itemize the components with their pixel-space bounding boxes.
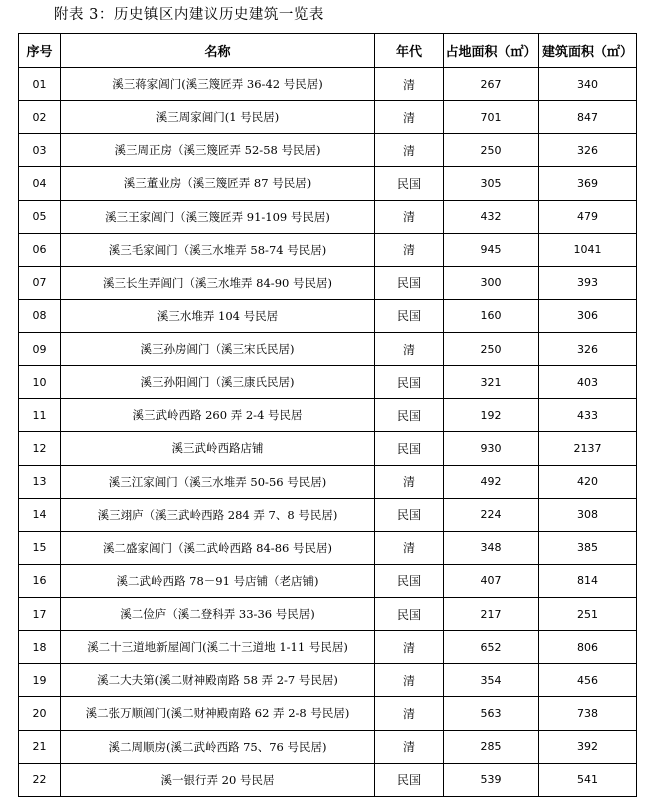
building-era: 清 [375,531,444,564]
table-caption: 附表 3：历史镇区内建议历史建筑一览表 [54,7,324,23]
floor-area: 326 [539,333,637,366]
floor-area: 326 [539,134,637,167]
row-index: 18 [19,631,61,664]
floor-area: 369 [539,167,637,200]
building-name: 溪二大夫第(溪二财神殿南路 58 弄 2-7 号民居) [61,664,375,697]
building-era: 民国 [375,564,444,597]
table-row [19,631,637,664]
building-name: 溪二俭庐（溪二登科弄 33-36 号民居) [61,598,375,631]
row-index: 05 [19,200,61,233]
building-era: 民国 [375,399,444,432]
table-row [19,697,637,730]
floor-area: 814 [539,564,637,597]
floor-area: 1041 [539,233,637,266]
floor-area: 541 [539,763,637,796]
row-index: 16 [19,564,61,597]
row-index: 21 [19,730,61,763]
building-era: 民国 [375,266,444,299]
table-row [19,134,637,167]
floor-area: 738 [539,697,637,730]
building-name: 溪三蒋家阊门(溪三篾匠弄 36-42 号民居) [61,68,375,101]
land-area: 354 [444,664,539,697]
land-area: 407 [444,564,539,597]
table-row [19,465,637,498]
table-row [19,101,637,134]
floor-area: 2137 [539,432,637,465]
building-name: 溪三水堆弄 104 号民居 [61,299,375,332]
floor-area: 456 [539,664,637,697]
building-era: 清 [375,631,444,664]
building-era: 民国 [375,299,444,332]
row-index: 07 [19,266,61,299]
land-area: 321 [444,366,539,399]
floor-area: 392 [539,730,637,763]
land-area: 492 [444,465,539,498]
building-era: 清 [375,200,444,233]
row-index: 17 [19,598,61,631]
row-index: 22 [19,763,61,796]
floor-area: 433 [539,399,637,432]
table-row [19,333,637,366]
table-row [19,200,637,233]
row-index: 04 [19,167,61,200]
land-area: 539 [444,763,539,796]
land-area: 945 [444,233,539,266]
building-era: 民国 [375,432,444,465]
floor-area: 393 [539,266,637,299]
row-index: 01 [19,68,61,101]
floor-area: 806 [539,631,637,664]
table-row [19,299,637,332]
row-index: 09 [19,333,61,366]
building-era: 清 [375,68,444,101]
header-floor-area: 建筑面积（㎡） [539,34,637,68]
land-area: 652 [444,631,539,664]
row-index: 10 [19,366,61,399]
table-row [19,498,637,531]
row-index: 14 [19,498,61,531]
building-name: 溪三毛家阊门（溪三水堆弄 58-74 号民居) [61,233,375,266]
building-name: 溪二盛家阊门（溪二武岭西路 84-86 号民居) [61,531,375,564]
building-name: 溪三孙阳阊门（溪三康氏民居) [61,366,375,399]
land-area: 250 [444,134,539,167]
building-era: 清 [375,730,444,763]
floor-area: 385 [539,531,637,564]
header-era: 年代 [375,34,444,68]
building-era: 民国 [375,763,444,796]
land-area: 160 [444,299,539,332]
table-row [19,763,637,796]
row-index: 13 [19,465,61,498]
building-name: 溪三长生弄阊门（溪三水堆弄 84-90 号民居) [61,266,375,299]
header-index: 序号 [19,34,61,68]
land-area: 701 [444,101,539,134]
building-name: 溪二张万顺阊门(溪二财神殿南路 62 弄 2-8 号民居) [61,697,375,730]
land-area: 192 [444,399,539,432]
floor-area: 420 [539,465,637,498]
building-name: 溪三孙房阊门（溪三宋氏民居) [61,333,375,366]
building-name: 溪三武岭西路店铺 [61,432,375,465]
building-name: 溪二十三道地新屋阊门(溪二十三道地 1-11 号民居) [61,631,375,664]
land-area: 285 [444,730,539,763]
table-row [19,664,637,697]
table-row [19,233,637,266]
building-name: 溪三周家阊门(1 号民居) [61,101,375,134]
land-area: 224 [444,498,539,531]
table-row [19,399,637,432]
building-era: 清 [375,101,444,134]
table-row [19,366,637,399]
row-index: 15 [19,531,61,564]
land-area: 563 [444,697,539,730]
land-area: 250 [444,333,539,366]
table-row [19,564,637,597]
building-name: 溪三王家阊门（溪三篾匠弄 91-109 号民居) [61,200,375,233]
floor-area: 479 [539,200,637,233]
land-area: 267 [444,68,539,101]
building-name: 溪三江家阊门（溪三水堆弄 50-56 号民居) [61,465,375,498]
building-name: 溪三周正房（溪三篾匠弄 52-58 号民居) [61,134,375,167]
land-area: 432 [444,200,539,233]
building-era: 民国 [375,498,444,531]
building-era: 清 [375,233,444,266]
building-name: 溪二武岭西路 78－91 号店铺（老店铺) [61,564,375,597]
building-era: 清 [375,465,444,498]
building-name: 溪三武岭西路 260 弄 2-4 号民居 [61,399,375,432]
floor-area: 306 [539,299,637,332]
floor-area: 403 [539,366,637,399]
building-era: 清 [375,697,444,730]
land-area: 930 [444,432,539,465]
land-area: 300 [444,266,539,299]
land-area: 348 [444,531,539,564]
table-row [19,68,637,101]
land-area: 217 [444,598,539,631]
building-era: 清 [375,333,444,366]
table-row [19,266,637,299]
building-era: 清 [375,134,444,167]
building-name: 溪一银行弄 20 号民居 [61,763,375,796]
table-row [19,432,637,465]
building-era: 民国 [375,598,444,631]
floor-area: 308 [539,498,637,531]
building-name: 溪二周顺房(溪二武岭西路 75、76 号民居) [61,730,375,763]
building-era: 清 [375,664,444,697]
floor-area: 340 [539,68,637,101]
row-index: 12 [19,432,61,465]
header-row [19,34,637,68]
row-index: 02 [19,101,61,134]
header-name: 名称 [61,34,375,68]
building-era: 民国 [375,366,444,399]
building-era: 民国 [375,167,444,200]
row-index: 08 [19,299,61,332]
table-row [19,598,637,631]
row-index: 19 [19,664,61,697]
floor-area: 847 [539,101,637,134]
table-row [19,167,637,200]
building-name: 溪三翊庐（溪三武岭西路 284 弄 7、8 号民居) [61,498,375,531]
historic-buildings-table [18,33,637,797]
building-name: 溪三董业房（溪三篾匠弄 87 号民居) [61,167,375,200]
header-land-area: 占地面积（㎡） [444,34,539,68]
row-index: 11 [19,399,61,432]
floor-area: 251 [539,598,637,631]
land-area: 305 [444,167,539,200]
table-row [19,531,637,564]
row-index: 03 [19,134,61,167]
row-index: 06 [19,233,61,266]
table-row [19,730,637,763]
row-index: 20 [19,697,61,730]
